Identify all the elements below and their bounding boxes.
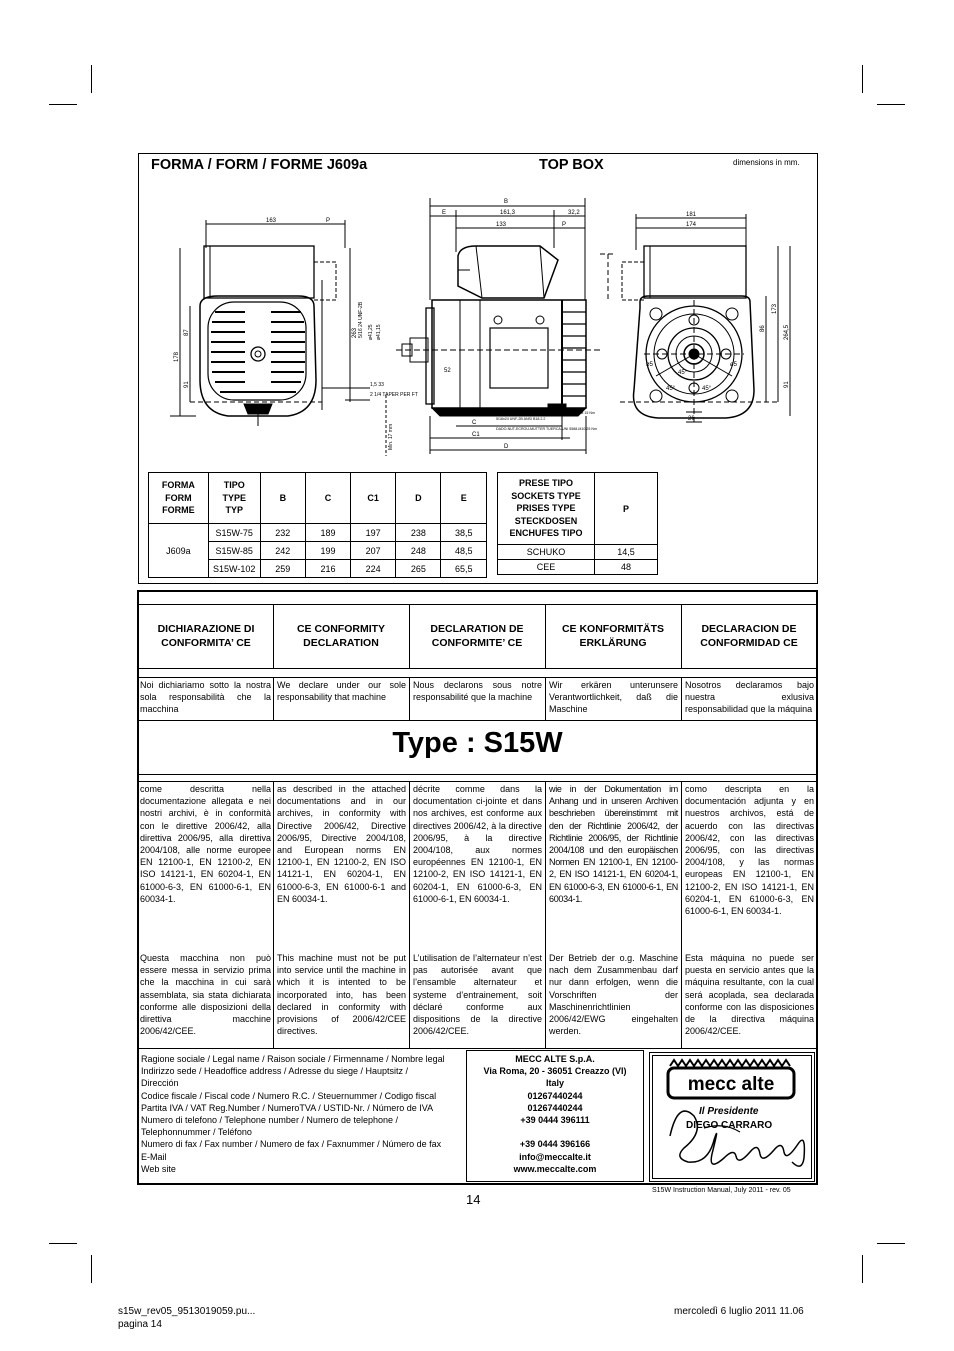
dim-label: 87 [184,329,190,336]
dim-label: E [442,210,447,216]
dim-label: 5/16x24 UNF-2B ANSI B18.2.2 [496,417,546,421]
company-value: Via Roma, 20 - 36051 Creazzo (VI) [483,1066,627,1077]
intro-en: We declare under our sole responsability that machine [277,680,406,703]
company-value: +39 0444 396166 [519,1139,591,1150]
company-label: E-Mail [141,1151,167,1162]
table-cell: 189 [305,524,350,542]
table-header: C [305,473,350,524]
table-cell: 232 [260,524,305,542]
table-header: P [595,473,658,545]
top-box-label: TOP BOX [539,157,604,173]
company-values [466,1053,644,1175]
company-label: Partita IVA / VAT Reg.Number / NumeroTVA / USTID-Nr. / Número de IVA [141,1102,434,1113]
body-it: come descritta nella documentazione allegata e nei nostri archivi, è in conformità con le direttive 2006/42, alla direttiva 2006/95, alla direttiva 2004/108, alle norme europee EN 12100-1, EN 12100-2, EN ISO 14121-1, EN 60204-1, EN 61000-6-3, EN 61000-6-1, EN 60034-1. [140,784,271,904]
company-value: Italy [545,1078,564,1089]
heading-fr: DECLARATION DE CONFORMITE’ CE [430,623,524,649]
dim-label: 5/16 24 UNF-2B [358,301,364,338]
table-row [149,524,487,542]
dimension-table [148,472,487,578]
company-value: www.meccalte.com [513,1163,597,1174]
dim-label: 26 [688,416,695,422]
company-label: Ragione sociale / Legal name / Raison sociale / Firmenname / Nombre legal [141,1054,445,1064]
table-cell: 216 [305,560,350,578]
dim-label: 161,3 [500,210,516,216]
dim-label: 263 [352,327,358,338]
body-fr: décrite comme dans la documentation ci-jointe et dans nos archives, est conforme aux directives 2006/42, à la directive 2006/95, à la directive 2004/108, aux normes européennes EN 12100-1, EN 12100-2, EN ISO 14121-1, EN 60204-1, EN 61000-6-3, EN 61000-6-1, EN 60034-1. [413,784,542,904]
service-fr: L’utilisation de l’alternateur n’est pas autorisée avant que l’ensamble alternateur et systeme d’entrainement, soit déclaré conforme aux dispositions de la directive 2006/42/CEE. [413,953,542,1037]
dim-label: 45° [678,370,688,376]
table-cell: CEE [498,560,595,575]
company-label: Numero di telefono / Telephone number / Numero de telephone / [141,1115,398,1126]
dim-label: 45° [702,386,712,392]
table-cell: 48 [595,560,658,575]
dim-label: ø41,25 [368,324,374,340]
dim-label: 91 [184,381,190,388]
dim-label: C [472,420,477,426]
dim-label: 1,5 33 [370,382,384,388]
dim-label: P [326,218,331,224]
company-label: Dirección [141,1078,179,1089]
intro-es: Nosotros declaramos bajo nuestra exlusiva responsabilidad que la máquina [685,680,814,715]
dim-label: P [562,222,567,228]
service-en: This machine must not be put into service until the machine in which it is intented to be incorporated into, has been declared in conformity with provisions of 2006/42/CEE directives. [277,953,406,1037]
table-cell: 248 [396,542,441,560]
table-cell: 14,5 [595,545,658,560]
table-header: FORMA FORM FORME [149,473,209,524]
technical-drawing [160,190,810,462]
company-value [466,1126,644,1138]
table-header: E [441,473,487,524]
dim-label: 133 [496,222,507,228]
dim-label: 32,2 [568,210,580,216]
body-en: as described in the attached documentations and in our archives, in conformity with Directive 2006/42, Directive 2006/95, Directive 2004/108, and European norms EN 12100-1, EN 12100-2, EN ISO 14121-1, EN 60204-1, EN 61000-6-3, EN 61000-6-1 and EN 60034-1. [277,784,406,904]
dim-label: ø5 [730,362,738,368]
dim-label: DADO-NUT-ECROU-MUTTER TUERCA-UNI 5588-M10 25 Nm [496,427,597,431]
crop-mark [862,65,863,93]
file-name: s15w_rev05_9513019059.pu... [118,1306,256,1317]
company-value: +39 0444 396111 [520,1115,590,1126]
dim-label: 2 1/4 TAPER PER FT [370,392,418,398]
table-cell: 197 [351,524,396,542]
crop-mark [49,1243,77,1244]
crop-mark [877,104,905,105]
dim-label: 173 [772,303,778,314]
table-cell: 207 [351,542,396,560]
table-header: PRESE TIPO SOCKETS TYPE PRISES TYPE STECKDOSEN ENCHUFES TIPO [498,473,595,545]
body-es: como descripta en la documentación adjunta y en nuestros archivos, está de acuerdo con las directivas 2006/42, con las directivas 2006/95, con las directivas 2004/108, y las normas europeas EN 12100-1, EN 12100-2, EN ISO 14121-1, EN 60204-1, EN 61000-6-3, EN 61000-6-1, EN 60034-1. [685,784,814,917]
dim-label: 45° [666,386,676,392]
dim-label: ø41,15 [376,324,382,340]
company-label: Telephonnummer / Teléfono [141,1127,252,1138]
crop-mark [877,1243,905,1244]
dim-label: 178 [174,351,180,362]
socket-table [497,472,658,575]
dim-label: 52 [444,368,451,374]
manual-reference: S15W Instruction Manual, July 2011 - rev. 05 [652,1187,791,1194]
page-label: pagina 14 [118,1319,162,1330]
type-label: Type : S15W [392,727,563,759]
heading-it: DICHIARAZIONE DI CONFORMITA’ CE [157,623,255,649]
table-cell: 259 [260,560,305,578]
dim-label: B [504,199,509,205]
service-it: Questa macchina non può essere messa in servizio prima che la macchina in cui sarà assemblata, sia stata dichiarata conforme alle disposizioni della direttiva macchine 2006/42/CEE. [140,953,271,1037]
form-title: FORMA / FORM / FORME J609a [151,157,368,173]
dim-label: 174 [686,222,697,228]
table-cell: 65,5 [441,560,487,578]
signatory-title: Il Presidente [699,1106,759,1117]
company-labels [141,1053,445,1175]
table-cell: S15W-75 [208,524,260,542]
units-note: dimensions in mm. [733,158,800,167]
dim-label: 91 [784,381,790,388]
side-view [396,198,616,454]
table-cell: 242 [260,542,305,560]
company-label: Indirizzo sede / Headoffice address / Adresse du siege / Hauptsitz / [141,1066,408,1077]
table-cell: SCHUKO [498,545,595,560]
dim-label: 181 [686,212,697,218]
company-value: MECC ALTE S.p.A. [515,1054,595,1064]
intro-fr: Nous declarons sous notre responsabilité que la machine [413,680,542,703]
dim-label: ø5 [646,362,654,368]
table-row [498,560,658,575]
heading-es: DECLARACION DE CONFORMIDAD CE [700,623,798,649]
page-number: 14 [466,1192,481,1207]
dim-label: DADO-NUT-ECROU-MUTTER TUERCA-UNI 5587-M8 15 Nm [496,411,595,415]
logo-text: mecc alte [687,1074,775,1095]
table-header: C1 [351,473,396,524]
dim-label: 163 [266,218,277,224]
dim-label: C1 [472,432,480,438]
table-row [498,545,658,560]
crop-mark [91,1255,92,1283]
table-cell: S15W-85 [208,542,260,560]
company-label: Web site [141,1163,176,1174]
intro-it: Noi dichiariamo sotto la nostra sola responsabilità che la macchina [140,680,271,715]
table-header: B [260,473,305,524]
table-cell: 48,5 [441,542,487,560]
crop-mark [91,65,92,93]
signatory-name: DIEGO CARRARO [686,1120,773,1131]
table-cell: S15W-102 [208,560,260,578]
table-cell: 199 [305,542,350,560]
dim-label: 264,5 [784,324,790,340]
print-date: mercoledì 6 luglio 2011 11.06 [674,1306,804,1317]
dim-label: 86 [760,325,766,332]
company-value: info@meccalte.it [519,1151,591,1162]
table-header: D [396,473,441,524]
table-cell: J609a [149,524,209,578]
company-label: Codice fiscale / Fiscal code / Numero R.C. / Steuernummer / Codigo fiscal [141,1090,437,1101]
dim-label: Min. 17 mm [388,423,394,450]
table-header: TIPO TYPE TYP [208,473,260,524]
signature [664,1092,812,1178]
company-value: 01267440244 [527,1090,583,1101]
company-value: 01267440244 [527,1102,583,1113]
dim-label: D [504,444,509,450]
crop-mark [862,1255,863,1283]
table-cell: 224 [351,560,396,578]
crop-mark [49,104,77,105]
service-es: Esta máquina no puede ser puesta en servicio antes que la máquina resultante, con la cual será acoplada, sea declarada conforme con las disposiciones de la directiva máquina 2006/42/CEE. [685,953,814,1037]
heading-en: CE CONFORMITY DECLARATION [296,623,386,649]
table-cell: 265 [396,560,441,578]
company-label: Numero di fax / Fax number / Numero de fax / Faxnummer / Número de fax [141,1139,442,1150]
service-de: Der Betrieb der o.g. Maschine nach dem Zusammenbau darf nur dann erfolgen, wenn die Vorschriften der Maschinenrichtlinien 2006/42/EWG eingehalten werden. [549,953,678,1037]
table-cell: 38,5 [441,524,487,542]
heading-de: CE KONFORMITÄTS ERKLÄRUNG [561,623,665,649]
table-cell: 238 [396,524,441,542]
body-de: wie in der Dokumentation im Anhang und in unseren Archiven beschrieben übereinstimmt mit den der Richtlinie 2006/42, der Richtlinie 2006/95, der Richtlinie 2004/108 und den europäischen Normen EN 12100-1, EN 12100-2, EN ISO 14121-1, EN 60204-1, EN 61000-6-3, EN 61000-6-1, EN 60034-1. [549,784,678,904]
intro-de: Wir erkären unterunsere Verantwortlichkeit, daß die Maschine [549,680,678,715]
